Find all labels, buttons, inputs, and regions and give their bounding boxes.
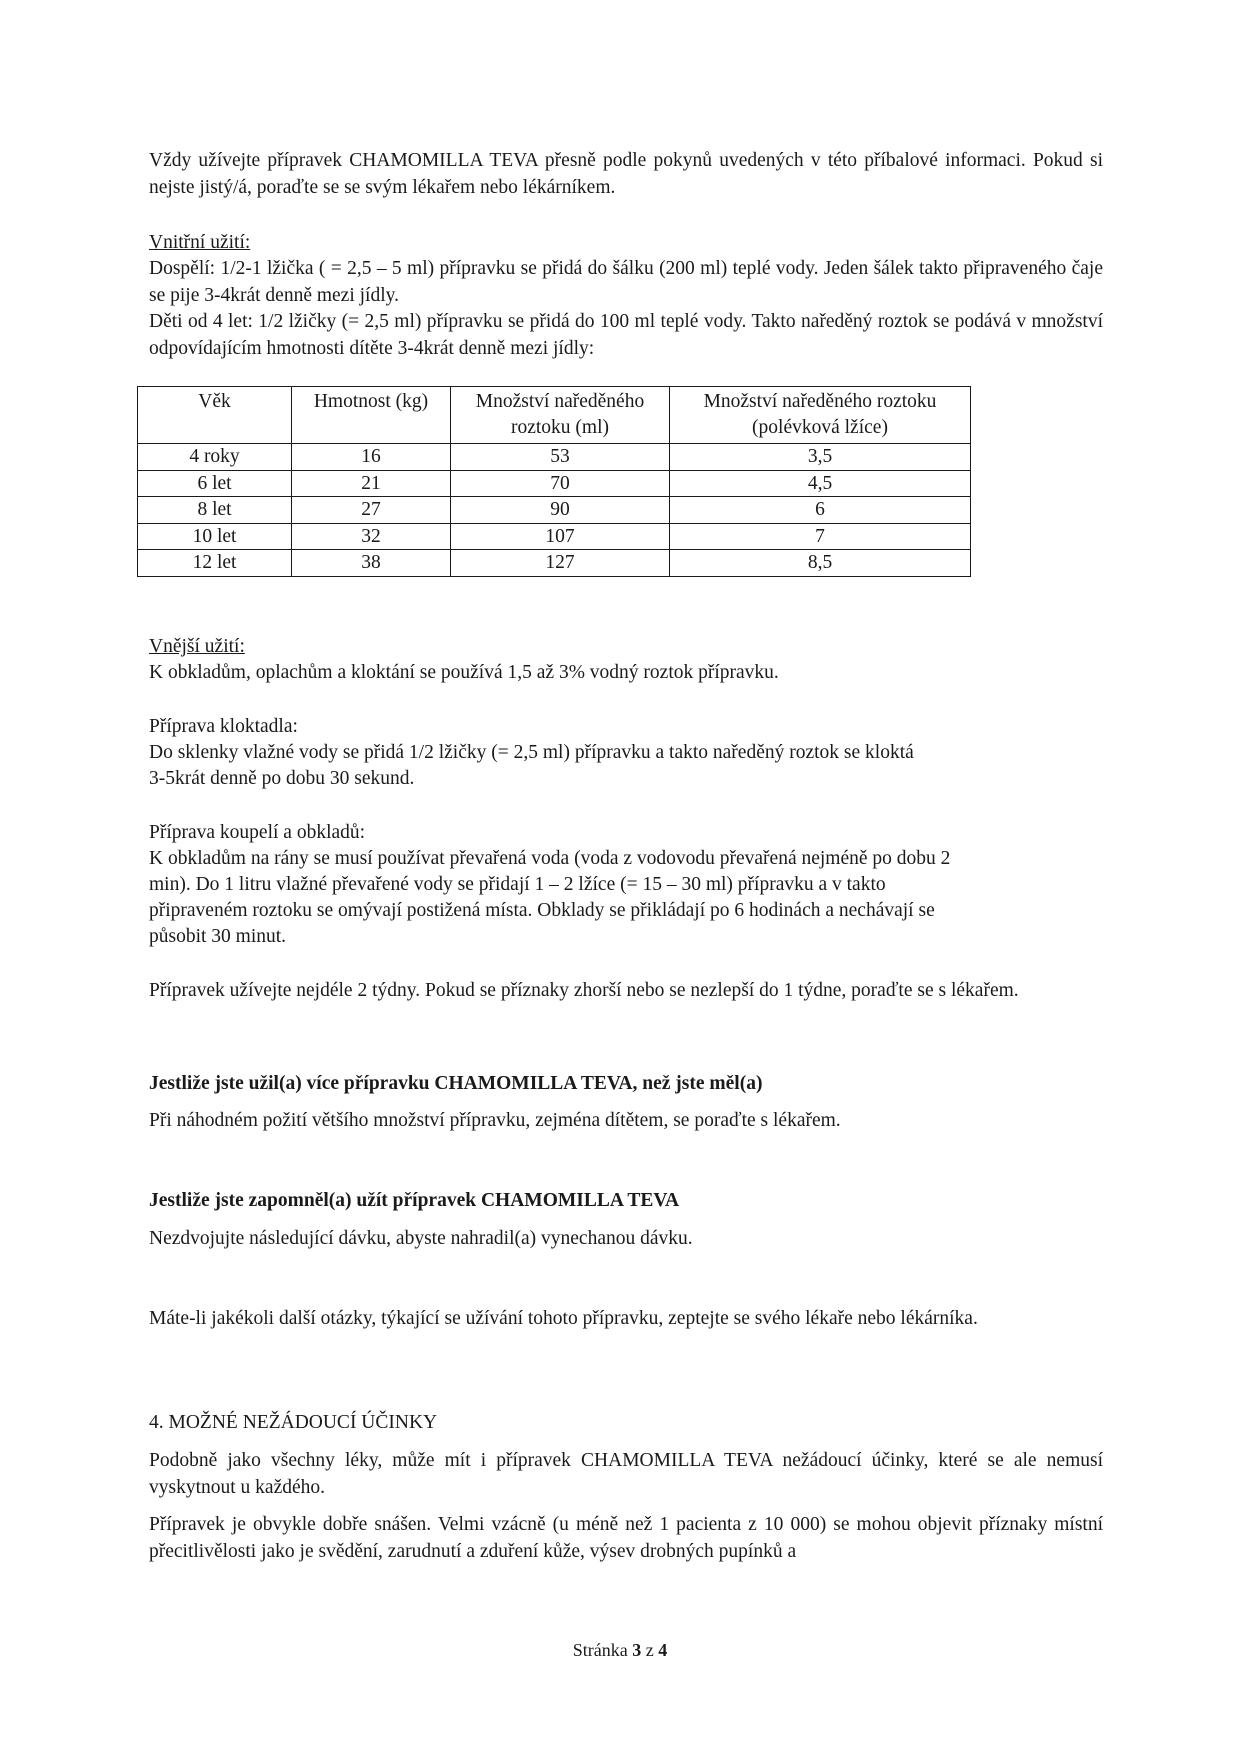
cell-volume-spoons: 6 <box>670 497 971 524</box>
missed-dose-text: Nezdvojujte následující dávku, abyste nahradil(a) vynechanou dávku. <box>149 1228 693 1249</box>
footer-prefix: Stránka <box>572 1640 633 1660</box>
internal-use-heading: Vnitřní užití: <box>149 232 251 253</box>
cell-volume-spoons: 3,5 <box>670 444 971 471</box>
section-4-paragraph: Přípravek je obvykle dobře snášen. Velmi vzácně (u méně než 1 pacienta z 10 000) se mohou objevit příznaky místní přecitlivělosti jako je svědění, zarudnutí a zduření kůže, výsev drobných pupínků a <box>149 1514 1103 1562</box>
children-dosage: Děti od 4 let: 1/2 lžičky (= 2,5 ml) přípravku se přidá do 100 ml teplé vody. Takto naředěný roztok se podává v množství odpovídajícím hmotnosti dítěte 3-4krát denně mezi jídly: <box>149 311 1103 359</box>
gargle-heading: Příprava kloktadla: <box>149 716 298 737</box>
adults-dosage: Dospělí: 1/2-1 lžička ( = 2,5 – 5 ml) přípravku se přidá do šálku (200 ml) teplé vody. Jeden šálek takto připraveného čaje se pije 3-4krát denně mezi jídly. <box>149 258 1103 306</box>
section-4-heading: 4. MOŽNÉ NEŽÁDOUCÍ ÚČINKY <box>149 1412 438 1433</box>
table-header-row <box>138 387 971 444</box>
header-volume-ml: Množství naředěného roztoku (ml) <box>451 387 670 444</box>
cell-weight: 27 <box>292 497 451 524</box>
duration-paragraph: Přípravek užívejte nejdéle 2 týdny. Pokud se příznaky zhorší nebo se nezlepší do 1 týdne, poraďte se s lékařem. <box>149 980 1019 1001</box>
bath-line: působit 30 minut. <box>149 926 287 947</box>
table-row <box>138 497 971 524</box>
cell-age: 8 let <box>138 497 292 524</box>
dosage-table <box>137 386 971 577</box>
gargle-line: Do sklenky vlažné vody se přidá 1/2 lžičky (= 2,5 ml) přípravku a takto naředěný roztok se kloktá <box>149 742 914 763</box>
cell-weight: 21 <box>292 470 451 497</box>
cell-volume-spoons: 7 <box>670 523 971 550</box>
bath-line: K obkladům na rány se musí používat převařená voda (voda z vodovodu převařená nejméně po dobu 2 <box>149 848 951 869</box>
cell-volume-ml: 53 <box>451 444 670 471</box>
external-use-text: K obkladům, oplachům a kloktání se používá 1,5 až 3% vodný roztok přípravku. <box>149 662 779 683</box>
cell-age: 10 let <box>138 523 292 550</box>
cell-weight: 16 <box>292 444 451 471</box>
cell-weight: 32 <box>292 523 451 550</box>
footer-total-pages: 4 <box>658 1640 668 1660</box>
gargle-line: 3-5krát denně po dobu 30 sekund. <box>149 768 415 789</box>
external-use-heading: Vnější užití: <box>149 636 245 657</box>
footer-current-page: 3 <box>632 1640 642 1660</box>
cell-weight: 38 <box>292 550 451 577</box>
questions-paragraph: Máte-li jakékoli další otázky, týkající se užívání tohoto přípravku, zeptejte se svého lékaře nebo lékárníka. <box>149 1308 978 1329</box>
header-volume-spoons: Množství naředěného roztoku (polévková lžíce) <box>670 387 971 444</box>
bath-line: připraveném roztoku se omývají postižená místa. Obklady se přikládají po 6 hodinách a nechávají se <box>149 900 935 921</box>
table-row <box>138 523 971 550</box>
table-row <box>138 470 971 497</box>
overdose-text: Při náhodném požití většího množství přípravku, zejména dítětem, se poraďte s lékařem. <box>149 1110 841 1131</box>
section-4-paragraph: Podobně jako všechny léky, může mít i přípravek CHAMOMILLA TEVA nežádoucí účinky, které se ale nemusí vyskytnout u každého. <box>149 1450 1103 1498</box>
cell-age: 4 roky <box>138 444 292 471</box>
page-footer <box>0 1640 1240 1661</box>
intro-paragraph: Vždy užívejte přípravek CHAMOMILLA TEVA přesně podle pokynů uvedených v této příbalové informaci. Pokud si nejste jistý/á, poraďte se se svým lékařem nebo lékárníkem. <box>149 150 1103 198</box>
cell-volume-ml: 107 <box>451 523 670 550</box>
bath-line: min). Do 1 litru vlažné převařené vody se přidají 1 – 2 lžíce (= 15 – 30 ml) přípravku a v takto <box>149 874 886 895</box>
footer-middle: z <box>641 1640 659 1660</box>
header-age: Věk <box>138 387 292 444</box>
cell-volume-spoons: 4,5 <box>670 470 971 497</box>
table-row <box>138 444 971 471</box>
cell-age: 6 let <box>138 470 292 497</box>
overdose-heading: Jestliže jste užil(a) více přípravku CHAMOMILLA TEVA, než jste měl(a) <box>149 1073 763 1094</box>
cell-volume-ml: 127 <box>451 550 670 577</box>
cell-volume-ml: 90 <box>451 497 670 524</box>
bath-heading: Příprava koupelí a obkladů: <box>149 822 366 843</box>
table-row <box>138 550 971 577</box>
missed-dose-heading: Jestliže jste zapomněl(a) užít přípravek CHAMOMILLA TEVA <box>149 1190 680 1211</box>
cell-age: 12 let <box>138 550 292 577</box>
cell-volume-ml: 70 <box>451 470 670 497</box>
header-weight: Hmotnost (kg) <box>292 387 451 444</box>
cell-volume-spoons: 8,5 <box>670 550 971 577</box>
